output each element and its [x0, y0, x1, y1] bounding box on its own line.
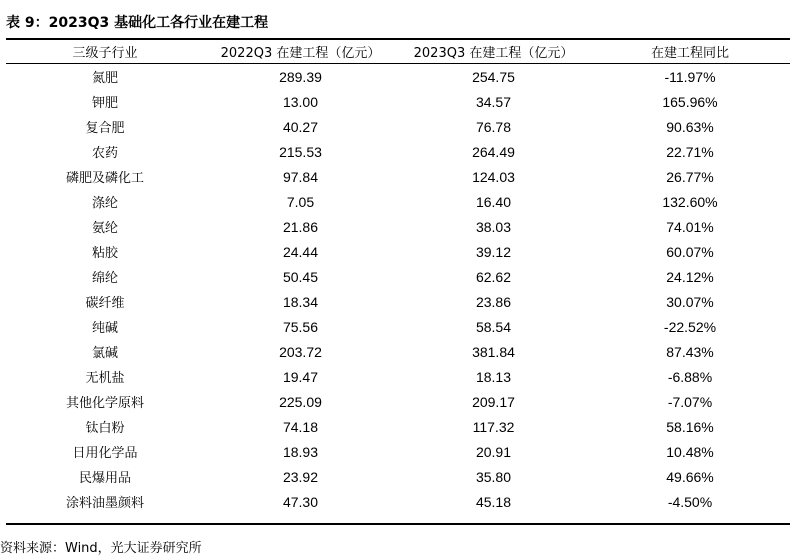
cell-2023q3: 39.12: [475, 243, 512, 260]
cell-yoy: -22.52%: [663, 318, 717, 335]
cell-yoy: -6.88%: [667, 368, 713, 385]
cell-2022q3: 75.56: [282, 318, 319, 335]
header-2023q3: 2023Q3 在建工程（亿元）: [397, 40, 590, 64]
cell-yoy: 90.63%: [666, 118, 714, 135]
cell-2022q3: 225.09: [279, 393, 322, 410]
table-row: [6, 439, 790, 464]
cell-subindustry: 磷肥及磷化工: [65, 171, 144, 186]
cell-2022q3: 40.27: [282, 118, 319, 135]
cell-2022q3: 289.39: [279, 68, 322, 85]
cell-2023q3: 34.57: [475, 93, 512, 110]
table-row: [6, 64, 790, 90]
cell-yoy: 30.07%: [666, 293, 714, 310]
cell-2022q3: 7.05: [286, 193, 315, 210]
cell-2023q3: 209.17: [472, 393, 515, 410]
construction-in-progress-table: [6, 40, 790, 514]
cell-subindustry: 复合肥: [85, 121, 125, 136]
table-row: [6, 489, 790, 514]
cell-2022q3: 215.53: [279, 143, 322, 160]
cell-2022q3: 97.84: [282, 168, 319, 185]
cell-subindustry: 钾肥: [91, 96, 118, 111]
cell-yoy: 165.96%: [662, 93, 718, 110]
table-body: [6, 64, 790, 515]
table-header: [6, 40, 790, 64]
cell-2022q3: 74.18: [282, 418, 319, 435]
cell-subindustry: 日用化学品: [72, 446, 138, 461]
table-row: [6, 339, 790, 364]
cell-2023q3: 124.03: [472, 168, 515, 185]
cell-2023q3: 62.62: [475, 268, 512, 285]
header-subindustry: 三级子行业: [6, 40, 204, 64]
table-row: [6, 114, 790, 139]
table-row: [6, 264, 790, 289]
cell-2023q3: 18.13: [475, 368, 512, 385]
cell-2023q3: 16.40: [475, 193, 512, 210]
cell-subindustry: 无机盐: [85, 371, 125, 386]
header-2022q3: 2022Q3 在建工程（亿元）: [204, 40, 397, 64]
cell-subindustry: 绵纶: [91, 271, 118, 286]
cell-2023q3: 35.80: [475, 468, 512, 485]
cell-subindustry: 氯碱: [91, 346, 118, 361]
table-row: [6, 464, 790, 489]
cell-2022q3: 23.92: [282, 468, 319, 485]
cell-2023q3: 38.03: [475, 218, 512, 235]
table-row: [6, 364, 790, 389]
source-note: 资料来源：Wind，光大证券研究所: [0, 541, 202, 556]
cell-2023q3: 45.18: [475, 493, 512, 510]
cell-subindustry: 涂料油墨颜料: [65, 496, 144, 511]
cell-yoy: -4.50%: [667, 493, 713, 510]
cell-2022q3: 21.86: [282, 218, 319, 235]
cell-yoy: 132.60%: [662, 193, 718, 210]
table-row: [6, 289, 790, 314]
table-row: [6, 314, 790, 339]
cell-yoy: -11.97%: [664, 68, 716, 85]
data-table-container: [6, 38, 790, 525]
table-row: [6, 89, 790, 114]
cell-2022q3: 19.47: [282, 368, 319, 385]
cell-2022q3: 24.44: [282, 243, 319, 260]
cell-2023q3: 254.75: [472, 68, 515, 85]
cell-subindustry: 农药: [91, 146, 118, 161]
cell-yoy: 58.16%: [666, 418, 714, 435]
cell-yoy: 87.43%: [666, 343, 714, 360]
table-row: [6, 164, 790, 189]
cell-yoy: 74.01%: [666, 218, 714, 235]
cell-2023q3: 264.49: [472, 143, 515, 160]
cell-2022q3: 18.93: [282, 443, 319, 460]
cell-2022q3: 13.00: [282, 93, 319, 110]
cell-2022q3: 50.45: [282, 268, 319, 285]
cell-yoy: 10.48%: [666, 443, 714, 460]
cell-yoy: 26.77%: [666, 168, 714, 185]
cell-subindustry: 氮肥: [91, 71, 118, 86]
cell-2022q3: 18.34: [282, 293, 319, 310]
table-row: [6, 389, 790, 414]
cell-2022q3: 47.30: [282, 493, 319, 510]
cell-subindustry: 纯碱: [91, 321, 118, 336]
cell-2023q3: 76.78: [475, 118, 512, 135]
cell-subindustry: 粘胶: [91, 246, 118, 261]
cell-2023q3: 381.84: [472, 343, 515, 360]
cell-yoy: 24.12%: [666, 268, 714, 285]
cell-subindustry: 氨纶: [91, 221, 118, 236]
cell-subindustry: 碳纤维: [85, 296, 125, 311]
cell-2023q3: 20.91: [475, 443, 512, 460]
cell-2022q3: 203.72: [279, 343, 322, 360]
cell-subindustry: 钛白粉: [85, 421, 125, 436]
table-row: [6, 189, 790, 214]
table-title: 表 9：2023Q3 基础化工各行业在建工程: [6, 15, 269, 31]
cell-subindustry: 涤纶: [91, 196, 118, 211]
cell-yoy: -7.07%: [667, 393, 713, 410]
header-yoy: 在建工程同比: [590, 40, 790, 64]
cell-2023q3: 58.54: [475, 318, 512, 335]
cell-subindustry: 其他化学原料: [65, 396, 144, 411]
cell-yoy: 60.07%: [666, 243, 714, 260]
cell-subindustry: 民爆用品: [78, 471, 131, 486]
table-row: [6, 414, 790, 439]
header-row: [6, 40, 790, 64]
cell-2023q3: 23.86: [475, 293, 512, 310]
table-row: [6, 139, 790, 164]
cell-yoy: 49.66%: [666, 468, 714, 485]
cell-2023q3: 117.32: [472, 418, 515, 435]
cell-yoy: 22.71%: [666, 143, 714, 160]
table-row: [6, 214, 790, 239]
table-row: [6, 239, 790, 264]
